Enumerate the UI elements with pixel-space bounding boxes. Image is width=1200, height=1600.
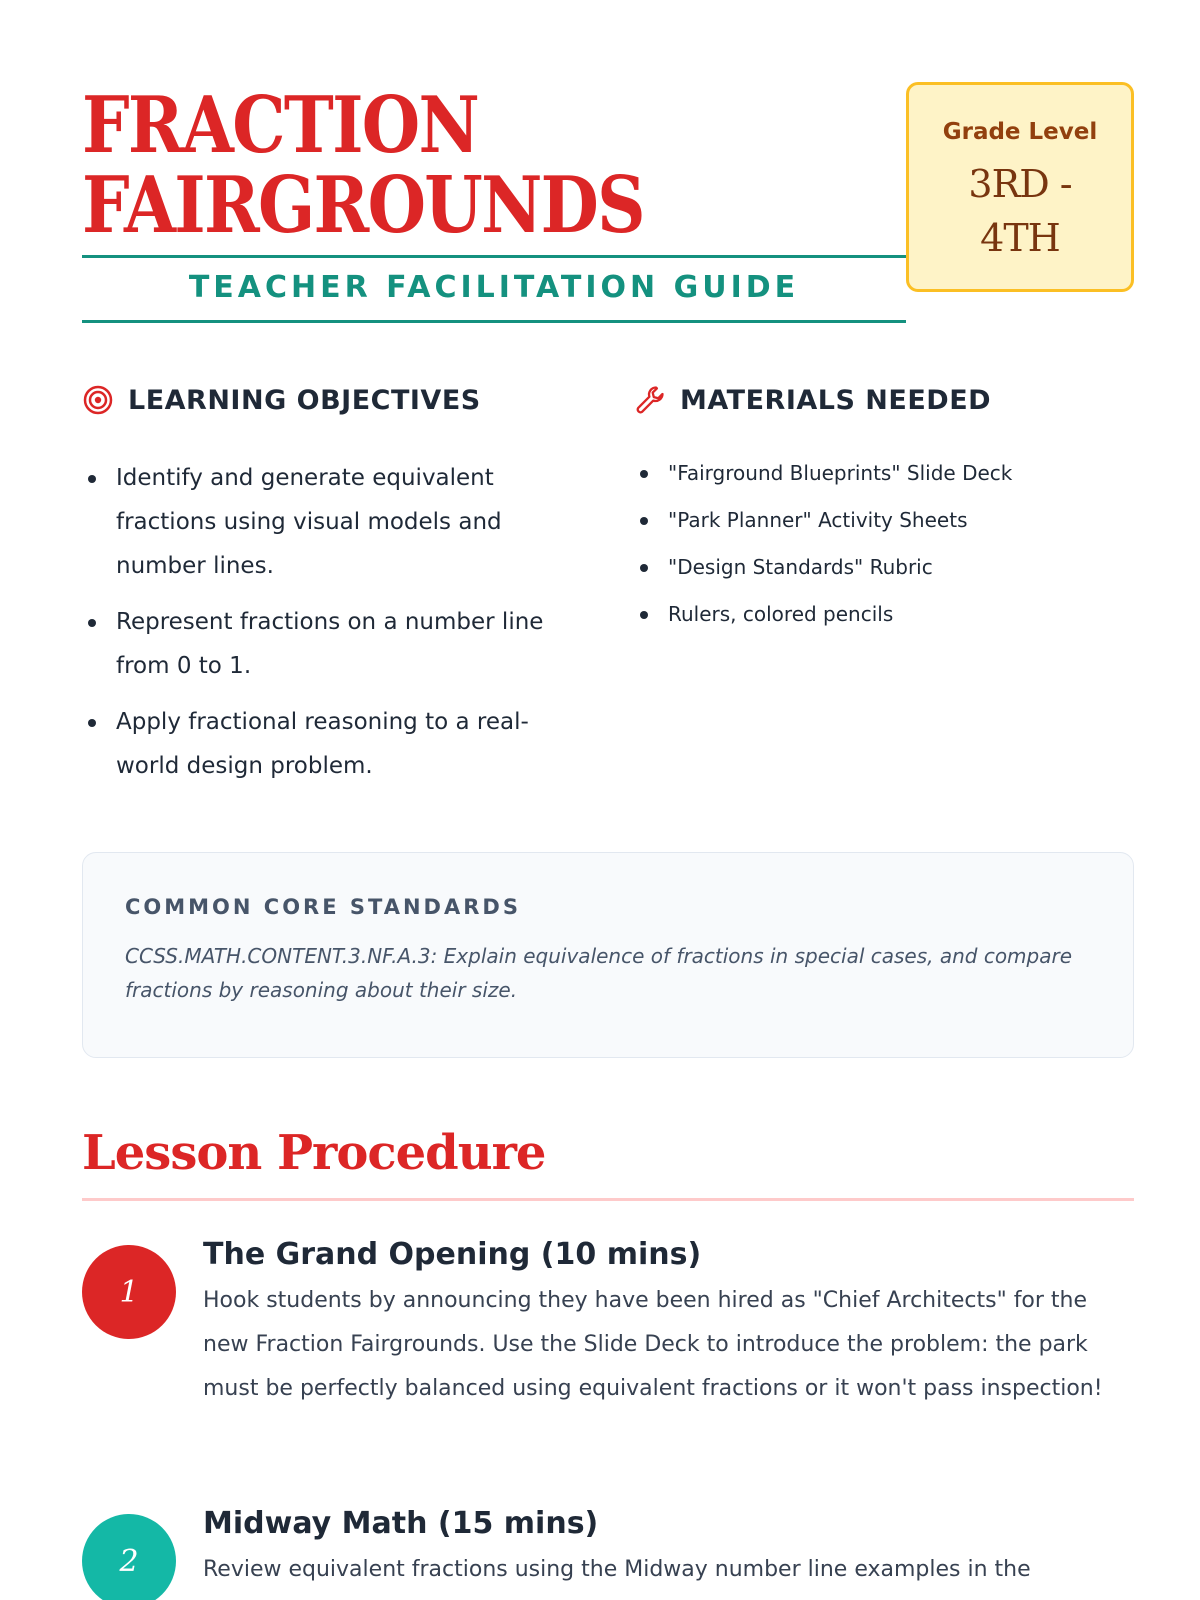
materials-needed-header — [634, 380, 1134, 420]
materials-list — [634, 450, 1134, 638]
list-item: Represent fractions on a number line from 0 to 1. — [82, 600, 582, 688]
standards-text: CCSS.MATH.CONTENT.3.NF.A.3: Explain equivalence of fractions in special cases, and compare fractions by reasoning about their size. — [125, 944, 1073, 1002]
learning-objectives-header — [82, 380, 582, 420]
page-subtitle: TEACHER FACILITATION GUIDE — [188, 270, 800, 305]
step-body — [203, 1506, 1134, 1592]
list-item: Apply fractional reasoning to a real-world design problem. — [82, 700, 582, 788]
wrench-icon — [634, 384, 666, 416]
learning-objectives-section — [82, 380, 582, 800]
step-number-badge: 1 — [82, 1245, 176, 1339]
list-item: "Design Standards" Rubric — [634, 544, 1134, 591]
lesson-procedure-heading: Lesson Procedure — [82, 1125, 546, 1181]
list-item: Rulers, colored pencils — [634, 591, 1134, 638]
lesson-procedure-rule — [82, 1198, 1134, 1201]
grade-level-value — [909, 157, 1131, 265]
standards-heading: COMMON CORE STANDARDS — [125, 895, 521, 919]
grade-level-label: Grade Level — [942, 119, 1098, 145]
guide-page — [82, 0, 1134, 1600]
materials-needed-section — [634, 380, 1134, 638]
step-description: Review equivalent fractions using the Midway number line examples in the — [203, 1557, 1031, 1582]
grade-level-badge — [906, 82, 1134, 292]
grade-value-line-2: 4TH — [980, 216, 1060, 260]
learning-objectives-heading: LEARNING OBJECTIVES — [128, 384, 481, 416]
title-line-2: FAIRGROUNDS — [82, 160, 644, 251]
grade-value-line-1: 3RD - — [968, 162, 1072, 206]
list-item: "Park Planner" Activity Sheets — [634, 497, 1134, 544]
materials-needed-heading: MATERIALS NEEDED — [680, 384, 992, 416]
step-title: Midway Math (15 mins) — [203, 1506, 599, 1541]
objectives-list — [82, 456, 582, 788]
step-body — [203, 1237, 1134, 1411]
page-title — [82, 80, 770, 251]
list-item: "Fairground Blueprints" Slide Deck — [634, 450, 1134, 497]
header-rule-top — [82, 255, 906, 258]
step-number-badge: 2 — [82, 1514, 176, 1600]
target-icon — [82, 384, 114, 416]
header-rule-bottom — [82, 320, 906, 323]
title-line-1: FRACTION — [82, 80, 479, 171]
common-core-standards-box — [82, 852, 1134, 1058]
step-title: The Grand Opening (10 mins) — [203, 1237, 702, 1272]
step-description: Hook students by announcing they have been hired as "Chief Architects" for the new Fraction Fairgrounds. Use the Slide Deck to introduce the problem: the park must be perfectly balanced using equivalent fractions or it won't pass inspection! — [203, 1288, 1103, 1401]
list-item: Identify and generate equivalent fractions using visual models and number lines. — [82, 456, 582, 588]
